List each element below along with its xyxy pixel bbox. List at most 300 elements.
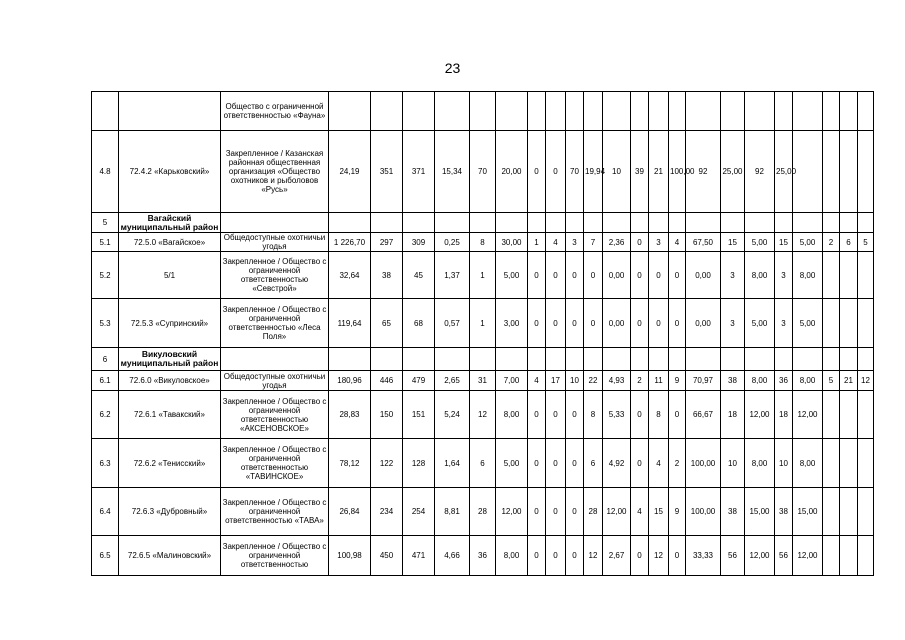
table-cell: 4,92: [603, 439, 631, 488]
table-cell: 38: [721, 371, 745, 391]
table-cell: 2,36: [603, 233, 631, 252]
table-cell: [92, 92, 119, 131]
table-cell: [669, 92, 686, 131]
table-cell: [793, 213, 823, 233]
table-cell: 12: [649, 536, 669, 576]
table-cell: [221, 348, 329, 371]
table-cell: [686, 348, 721, 371]
table-cell: 2: [631, 371, 649, 391]
table-cell: [528, 348, 546, 371]
table-cell: 92: [686, 131, 721, 213]
table-cell: [603, 92, 631, 131]
table-cell: 12,00: [745, 391, 775, 439]
table-cell: Закрепленное / Общество с ограниченной ответственностью: [221, 536, 329, 576]
table-cell: 15: [649, 488, 669, 536]
table-cell: [793, 131, 823, 213]
table-cell: [823, 299, 840, 348]
table-cell: 72.5.3 «Супринский»: [119, 299, 221, 348]
table-cell: [858, 92, 874, 131]
table-row: [92, 488, 874, 536]
table-cell: 78,12: [329, 439, 371, 488]
table-cell: 4,93: [603, 371, 631, 391]
table-cell: 0: [649, 299, 669, 348]
table-cell: 0: [649, 252, 669, 299]
table-cell: [793, 348, 823, 371]
table-cell: [649, 348, 669, 371]
table-cell: [435, 213, 470, 233]
table-cell: 0: [546, 488, 566, 536]
table-cell: [840, 488, 858, 536]
table-cell: 151: [403, 391, 435, 439]
table-cell: [496, 348, 528, 371]
table-cell: 8: [584, 391, 603, 439]
table-cell: 0: [631, 233, 649, 252]
table-cell: 4: [546, 233, 566, 252]
table-cell: 8,00: [793, 439, 823, 488]
table-cell: Закрепленное / Общество с ограниченной ответственностью «Леса Поля»: [221, 299, 329, 348]
table-cell: Общедоступные охотничьи угодья: [221, 371, 329, 391]
table-cell: 12: [470, 391, 496, 439]
table-cell: 26,84: [329, 488, 371, 536]
table-cell: 10: [775, 439, 793, 488]
table-cell: 0: [669, 252, 686, 299]
table-cell: 0,25: [435, 233, 470, 252]
table-cell: 72.6.5 «Малиновский»: [119, 536, 221, 576]
table-cell: 471: [403, 536, 435, 576]
table-cell: [858, 213, 874, 233]
table-cell: 45: [403, 252, 435, 299]
table-cell: 8,00: [745, 439, 775, 488]
table-cell: [823, 213, 840, 233]
table-cell: 8,00: [793, 371, 823, 391]
table-cell: [858, 252, 874, 299]
table-cell: 20,00: [496, 131, 528, 213]
table-cell: [858, 131, 874, 213]
table-cell: 15,34: [435, 131, 470, 213]
table-cell: 6.2: [92, 391, 119, 439]
table-cell: 100,00: [669, 131, 686, 213]
table-cell: 234: [371, 488, 403, 536]
table-cell: [840, 299, 858, 348]
table-cell: [669, 348, 686, 371]
table-cell: 30,00: [496, 233, 528, 252]
table-cell: 4: [649, 439, 669, 488]
table-cell: [119, 92, 221, 131]
table-cell: 72.6.3 «Дубровный»: [119, 488, 221, 536]
table-cell: [840, 213, 858, 233]
table-cell: [840, 348, 858, 371]
table-cell: 0: [584, 299, 603, 348]
table-cell: [840, 391, 858, 439]
table-cell: 122: [371, 439, 403, 488]
table-cell: 6.3: [92, 439, 119, 488]
table-cell: 4.8: [92, 131, 119, 213]
table-cell: [546, 92, 566, 131]
table-cell: 3: [566, 233, 584, 252]
table-cell: 12,00: [496, 488, 528, 536]
table-cell: 4: [669, 233, 686, 252]
table-cell: 6: [840, 233, 858, 252]
table-cell: [840, 439, 858, 488]
table-cell: [823, 488, 840, 536]
table-cell: 5/1: [119, 252, 221, 299]
table-cell: 119,64: [329, 299, 371, 348]
table-cell: 5,33: [603, 391, 631, 439]
table-cell: [840, 536, 858, 576]
table-cell: 5,00: [745, 299, 775, 348]
table-cell: 5.2: [92, 252, 119, 299]
table-cell: 68: [403, 299, 435, 348]
table-cell: [775, 213, 793, 233]
table-cell: 0: [566, 488, 584, 536]
table-cell: 7,00: [496, 371, 528, 391]
table-cell: 25,00: [775, 131, 793, 213]
table-cell: [403, 348, 435, 371]
table-cell: 0: [669, 391, 686, 439]
table-cell: 446: [371, 371, 403, 391]
table-cell: [823, 348, 840, 371]
table-cell: 56: [721, 536, 745, 576]
table-row: [92, 439, 874, 488]
table-cell: 2,67: [603, 536, 631, 576]
table-cell: [584, 213, 603, 233]
table-cell: 6.4: [92, 488, 119, 536]
table-cell: [721, 348, 745, 371]
table-cell: 9: [669, 371, 686, 391]
table-cell: 5,00: [496, 439, 528, 488]
table-cell: 0: [528, 252, 546, 299]
table-cell: 2: [669, 439, 686, 488]
table-cell: 6: [584, 439, 603, 488]
table-cell: 21: [649, 131, 669, 213]
table-cell: [566, 348, 584, 371]
table-cell: 100,00: [686, 488, 721, 536]
table-cell: [435, 348, 470, 371]
table-cell: [566, 92, 584, 131]
table-cell: 28,83: [329, 391, 371, 439]
table-cell: 38: [371, 252, 403, 299]
table-cell: 3: [721, 299, 745, 348]
table-cell: [775, 92, 793, 131]
table-cell: 0: [546, 391, 566, 439]
table-cell: 3: [775, 252, 793, 299]
table-cell: 5,00: [793, 299, 823, 348]
table-cell: [823, 439, 840, 488]
table-cell: 67,50: [686, 233, 721, 252]
table-cell: [631, 92, 649, 131]
table-cell: [745, 348, 775, 371]
table-cell: 70,97: [686, 371, 721, 391]
table-cell: 150: [371, 391, 403, 439]
table-cell: 5.1: [92, 233, 119, 252]
table-cell: Закрепленное / Казанская районная общественная организация «Общество охотников и рыболовов «Русь»: [221, 131, 329, 213]
table-cell: 12,00: [745, 536, 775, 576]
table-cell: [566, 213, 584, 233]
data-table: [91, 91, 874, 576]
table-cell: [496, 92, 528, 131]
table-cell: 9: [669, 488, 686, 536]
table-cell: 65: [371, 299, 403, 348]
table-cell: 4,66: [435, 536, 470, 576]
table-cell: [840, 252, 858, 299]
table-cell: 56: [775, 536, 793, 576]
table-cell: [745, 92, 775, 131]
table-cell: 25,00: [721, 131, 745, 213]
table-row: [92, 299, 874, 348]
table-cell: [371, 348, 403, 371]
table-cell: 38: [721, 488, 745, 536]
table-cell: [546, 213, 566, 233]
table-cell: 8,00: [745, 252, 775, 299]
table-cell: 0: [546, 252, 566, 299]
table-cell: 72.6.1 «Тавакский»: [119, 391, 221, 439]
table-cell: 100,00: [686, 439, 721, 488]
table-row: [92, 92, 874, 131]
table-cell: 0: [669, 536, 686, 576]
table-cell: 128: [403, 439, 435, 488]
table-cell: 0: [631, 391, 649, 439]
table-cell: 8: [470, 233, 496, 252]
table-cell: [528, 213, 546, 233]
table-cell: 0: [584, 252, 603, 299]
table-cell: [823, 391, 840, 439]
table-cell: 0: [528, 391, 546, 439]
section-number: 5: [92, 213, 119, 233]
table-cell: 10: [603, 131, 631, 213]
table-row: [92, 252, 874, 299]
table-cell: 12: [858, 371, 874, 391]
table-cell: Общедоступные охотничьи угодья: [221, 233, 329, 252]
table-cell: [603, 348, 631, 371]
table-cell: Закрепленное / Общество с ограниченной ответственностью «ТАВИНСКОЕ»: [221, 439, 329, 488]
table-cell: 3: [775, 299, 793, 348]
table-cell: [793, 92, 823, 131]
table-cell: [858, 391, 874, 439]
table-cell: 8,00: [745, 371, 775, 391]
table-cell: 0: [528, 299, 546, 348]
table-cell: 297: [371, 233, 403, 252]
table-cell: 0: [528, 488, 546, 536]
table-cell: [584, 348, 603, 371]
table-cell: 70: [470, 131, 496, 213]
table-row: [92, 536, 874, 576]
table-cell: 0: [528, 439, 546, 488]
table-cell: [371, 92, 403, 131]
table-cell: 1: [470, 299, 496, 348]
table-cell: [721, 213, 745, 233]
table-cell: [669, 213, 686, 233]
table-cell: [546, 348, 566, 371]
table-cell: 0: [566, 439, 584, 488]
table-cell: [745, 213, 775, 233]
table-cell: 5,00: [745, 233, 775, 252]
table-cell: [858, 439, 874, 488]
table-cell: 72.4.2 «Карьковский»: [119, 131, 221, 213]
table-cell: 4: [528, 371, 546, 391]
table-cell: 32,64: [329, 252, 371, 299]
table-cell: 19,94: [584, 131, 603, 213]
table-cell: 0: [631, 299, 649, 348]
table-row: [92, 131, 874, 213]
table-cell: 0: [528, 536, 546, 576]
table-cell: 180,96: [329, 371, 371, 391]
table-cell: 22: [584, 371, 603, 391]
table-cell: 479: [403, 371, 435, 391]
table-cell: 36: [470, 536, 496, 576]
table-cell: 6.1: [92, 371, 119, 391]
table-cell: 12,00: [793, 536, 823, 576]
table-cell: 0: [566, 391, 584, 439]
table-cell: 38: [775, 488, 793, 536]
table-cell: 0: [669, 299, 686, 348]
table-cell: 1: [528, 233, 546, 252]
table-cell: 0: [546, 536, 566, 576]
table-cell: [329, 348, 371, 371]
table-cell: 39: [631, 131, 649, 213]
table-cell: [631, 213, 649, 233]
table-cell: 5: [823, 371, 840, 391]
table-cell: [823, 92, 840, 131]
table-cell: 33,33: [686, 536, 721, 576]
table-cell: 12,00: [793, 391, 823, 439]
section-row: [92, 348, 874, 371]
table-row: [92, 371, 874, 391]
table-cell: 15,00: [793, 488, 823, 536]
table-cell: 8,00: [496, 391, 528, 439]
table-cell: 3: [649, 233, 669, 252]
table-cell: 31: [470, 371, 496, 391]
table-row: [92, 391, 874, 439]
table-cell: 0: [566, 252, 584, 299]
table-cell: 371: [403, 131, 435, 213]
table-cell: [603, 213, 631, 233]
table-cell: 18: [721, 391, 745, 439]
table-cell: Закрепленное / Общество с ограниченной ответственностью «ТАВА»: [221, 488, 329, 536]
table-cell: 10: [566, 371, 584, 391]
table-cell: [329, 92, 371, 131]
table-cell: [775, 348, 793, 371]
table-cell: Закрепленное / Общество с ограниченной ответственностью «АКСЕНОВСКОЕ»: [221, 391, 329, 439]
table-cell: 254: [403, 488, 435, 536]
table-cell: 0: [566, 299, 584, 348]
table-cell: 15: [721, 233, 745, 252]
table-cell: 24,19: [329, 131, 371, 213]
table-cell: 0: [631, 536, 649, 576]
table-cell: [649, 92, 669, 131]
table-cell: 5,00: [793, 233, 823, 252]
table-cell: [470, 348, 496, 371]
table-cell: 21: [840, 371, 858, 391]
table-cell: 28: [584, 488, 603, 536]
table-cell: 1 226,70: [329, 233, 371, 252]
table-cell: 5,00: [496, 252, 528, 299]
table-cell: 12,00: [603, 488, 631, 536]
table-cell: 0,00: [686, 299, 721, 348]
table-cell: [470, 92, 496, 131]
table-cell: 0: [546, 299, 566, 348]
section-title: Викуловский муниципальный район: [119, 348, 221, 371]
table-cell: [721, 92, 745, 131]
table-cell: 0: [631, 439, 649, 488]
table-cell: 1,37: [435, 252, 470, 299]
table-cell: [858, 536, 874, 576]
table-cell: 1: [470, 252, 496, 299]
table-cell: 5.3: [92, 299, 119, 348]
table-cell: [840, 131, 858, 213]
table-cell: 5: [858, 233, 874, 252]
table-cell: 15,00: [745, 488, 775, 536]
table-cell: 70: [566, 131, 584, 213]
table-cell: [686, 92, 721, 131]
table-cell: 12: [584, 536, 603, 576]
table-cell: 15: [775, 233, 793, 252]
table-cell: [858, 488, 874, 536]
table-cell: 28: [470, 488, 496, 536]
table-cell: 1,64: [435, 439, 470, 488]
table-cell: [496, 213, 528, 233]
table-cell: 6.5: [92, 536, 119, 576]
table-cell: Общество с ограниченной ответственностью «Фауна»: [221, 92, 329, 131]
table-cell: [858, 348, 874, 371]
table-cell: 0,00: [603, 252, 631, 299]
table-cell: 0: [631, 252, 649, 299]
table-cell: 72.6.0 «Викуловское»: [119, 371, 221, 391]
table-cell: 11: [649, 371, 669, 391]
table-cell: [528, 92, 546, 131]
table-cell: [823, 252, 840, 299]
table-cell: [435, 92, 470, 131]
table-cell: [371, 213, 403, 233]
table-cell: 10: [721, 439, 745, 488]
table-cell: 4: [631, 488, 649, 536]
table-cell: [858, 299, 874, 348]
table-cell: [403, 213, 435, 233]
table-cell: [584, 92, 603, 131]
table-cell: [649, 213, 669, 233]
table-cell: 0: [528, 131, 546, 213]
table-cell: [686, 213, 721, 233]
table-cell: [823, 536, 840, 576]
table-cell: 7: [584, 233, 603, 252]
table-cell: 0: [566, 536, 584, 576]
table-cell: [470, 213, 496, 233]
table-cell: 72.6.2 «Тенисский»: [119, 439, 221, 488]
page-number: 23: [444, 60, 461, 76]
table-cell: Закрепленное / Общество с ограниченной ответственностью «Севстрой»: [221, 252, 329, 299]
table-row: [92, 233, 874, 252]
table-cell: 66,67: [686, 391, 721, 439]
table-cell: 0,00: [686, 252, 721, 299]
table-cell: 2,65: [435, 371, 470, 391]
table-cell: 0: [546, 439, 566, 488]
table-cell: [403, 92, 435, 131]
table-cell: [823, 131, 840, 213]
table-cell: 92: [745, 131, 775, 213]
table-cell: [221, 213, 329, 233]
section-number: 6: [92, 348, 119, 371]
section-title: Вагайский муниципальный район: [119, 213, 221, 233]
table-cell: 0,57: [435, 299, 470, 348]
table-cell: 3: [721, 252, 745, 299]
table-cell: [631, 348, 649, 371]
table-cell: 18: [775, 391, 793, 439]
table-cell: 2: [823, 233, 840, 252]
table-cell: [840, 92, 858, 131]
table-cell: 5,24: [435, 391, 470, 439]
table-cell: 0: [546, 131, 566, 213]
table-cell: 8,00: [793, 252, 823, 299]
table-cell: 8,81: [435, 488, 470, 536]
